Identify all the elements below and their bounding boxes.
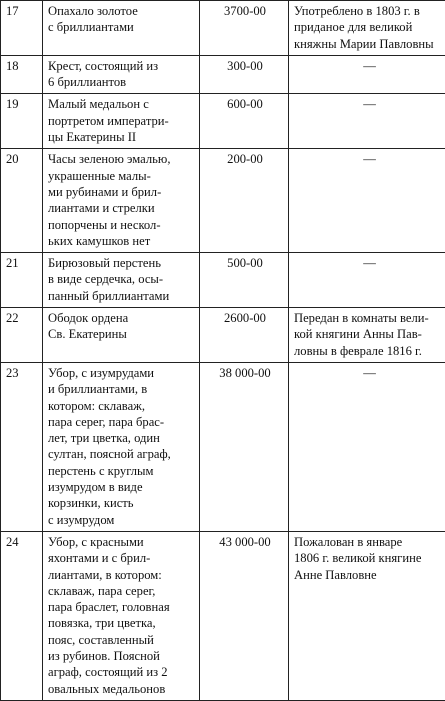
row-number <box>1 94 43 149</box>
table-row <box>1 149 445 253</box>
item-price-text: 600-00 <box>227 97 263 111</box>
item-note-text: — <box>294 58 445 74</box>
row-number <box>1 1 43 56</box>
item-description-text: Крест, состоящий из 6 бриллиантов <box>48 59 158 89</box>
row-number-text: 24 <box>6 535 19 549</box>
item-description <box>43 94 200 149</box>
item-price <box>200 149 289 253</box>
row-number <box>1 253 43 308</box>
item-note <box>289 531 445 700</box>
row-number-text: 21 <box>6 256 19 270</box>
item-note-text: Пожалован в январе 1806 г. великой княгине Анне Павловне <box>294 535 421 582</box>
item-description-text: Убор, с красными яхонтами и с брил- лиантами, в котором: склаваж, пара серег, пара браслет, головная повязка, три цветка, пояс, составленный из рубинов. Поясной аграф, состоящий из 2 овальных медальонов <box>48 535 170 696</box>
item-description <box>43 1 200 56</box>
item-price <box>200 253 289 308</box>
item-price <box>200 55 289 94</box>
row-number-text: 17 <box>6 4 19 18</box>
row-number <box>1 362 43 531</box>
item-description <box>43 149 200 253</box>
item-description <box>43 362 200 531</box>
table-row <box>1 1 445 56</box>
item-note-text: Передан в комнаты вели- кой княгини Анны Пав- ловны в феврале 1816 г. <box>294 311 429 358</box>
row-number-text: 22 <box>6 311 19 325</box>
item-description-text: Убор, с изумрудами и бриллиантами, в котором: склаваж, пара серег, пара брас- лет, три цветка, один султан, поясной аграф, перстень с круглым изумрудом в виде корзинки, кисть с изумрудом <box>48 366 171 527</box>
item-price-text: 43 000-00 <box>219 535 270 549</box>
item-note <box>289 149 445 253</box>
row-number <box>1 308 43 363</box>
item-note <box>289 1 445 56</box>
item-price-text: 300-00 <box>227 59 263 73</box>
item-price-text: 2600-00 <box>224 311 266 325</box>
item-note-text: — <box>294 365 445 381</box>
item-note <box>289 362 445 531</box>
inventory-table-body <box>1 1 445 701</box>
item-description-text: Опахало золотое с бриллиантами <box>48 4 138 34</box>
item-note-text: — <box>294 151 445 167</box>
table-row <box>1 55 445 94</box>
item-price <box>200 531 289 700</box>
row-number <box>1 149 43 253</box>
item-note <box>289 308 445 363</box>
item-note-text: — <box>294 96 445 112</box>
row-number-text: 20 <box>6 152 19 166</box>
item-price <box>200 94 289 149</box>
item-note <box>289 55 445 94</box>
row-number <box>1 531 43 700</box>
item-description-text: Бирюзовый перстень в виде сердечка, осы- панный бриллиантами <box>48 256 169 303</box>
item-note-text: — <box>294 255 445 271</box>
item-description-text: Ободок ордена Св. Екатерины <box>48 311 128 341</box>
table-row <box>1 531 445 700</box>
item-description-text: Часы зеленою эмалью, украшенные малы- ми рубинами и брил- лиантами и стрелки попорчены и нескол- ьких камушков нет <box>48 152 170 247</box>
item-price <box>200 362 289 531</box>
row-number-text: 19 <box>6 97 19 111</box>
item-note-text: Употреблено в 1803 г. в приданое для великой княжны Марии Павловны <box>294 4 434 51</box>
item-note <box>289 253 445 308</box>
row-number-text: 18 <box>6 59 19 73</box>
item-price-text: 500-00 <box>227 256 263 270</box>
item-description-text: Малый медальон с портретом императри- цы Екатерины II <box>48 97 169 144</box>
item-price <box>200 308 289 363</box>
item-description <box>43 308 200 363</box>
item-price <box>200 1 289 56</box>
item-price-text: 200-00 <box>227 152 263 166</box>
row-number <box>1 55 43 94</box>
item-price-text: 38 000-00 <box>219 366 270 380</box>
table-row <box>1 253 445 308</box>
item-description <box>43 531 200 700</box>
table-row <box>1 308 445 363</box>
item-description <box>43 55 200 94</box>
table-row <box>1 94 445 149</box>
table-row <box>1 362 445 531</box>
item-price-text: 3700-00 <box>224 4 266 18</box>
item-description <box>43 253 200 308</box>
row-number-text: 23 <box>6 366 19 380</box>
item-note <box>289 94 445 149</box>
